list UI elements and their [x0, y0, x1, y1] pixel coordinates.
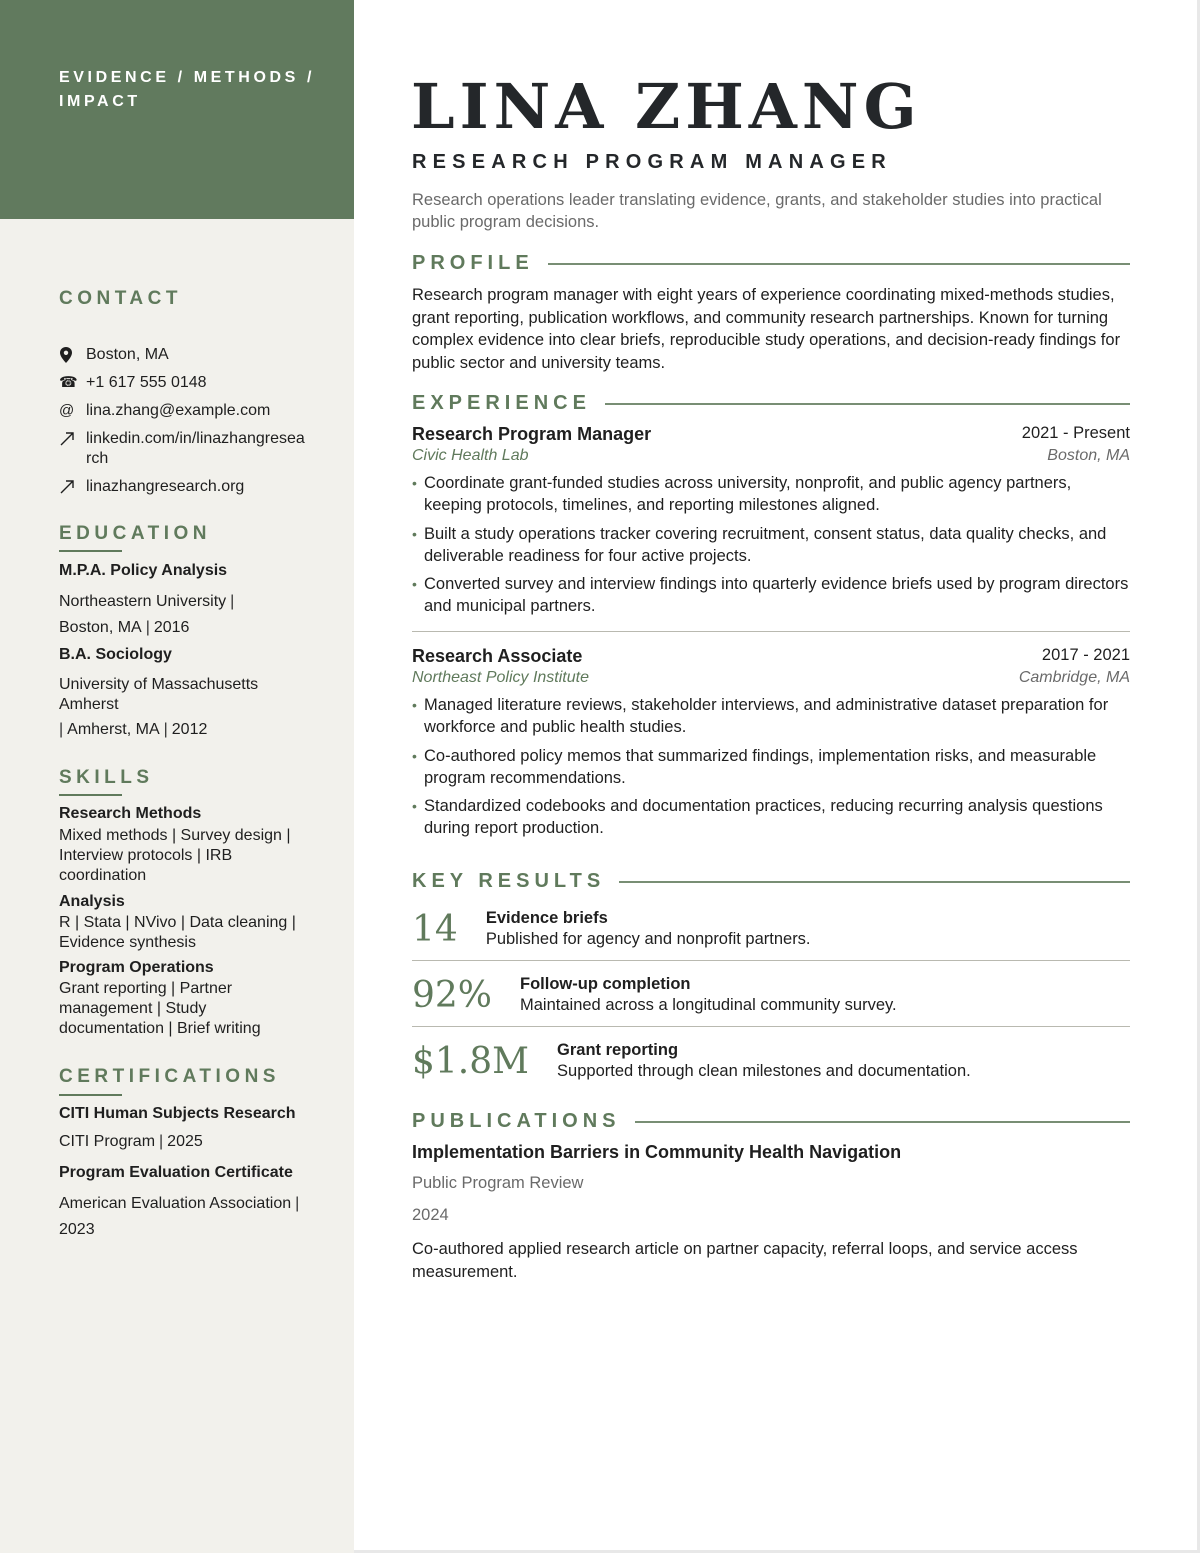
experience-heading-text: EXPERIENCE [412, 392, 591, 414]
bullet-text: Built a study operations tracker covering recruitment, consent status, data quality checks, and deliverable readiness for four active projects. [424, 525, 1107, 565]
bullet-dot: • [412, 748, 417, 764]
skill-items: Grant reporting | Partner management | Study documentation | Brief writing [59, 980, 261, 1037]
certifications-rule [59, 1094, 122, 1096]
bullet-dot: • [412, 798, 417, 814]
profile-text: Research program manager with eight years of experience coordinating mixed-methods studies, grant reporting, publication workflows, and community research partnerships. Known for turning complex evidence into clear briefs, reproducible study operations, and decision-ready findings for public sector and university teams. [412, 286, 1121, 372]
sidebar [0, 0, 354, 1553]
skills-rule [59, 794, 122, 796]
skill-category: Analysis [59, 893, 125, 910]
publication-desc: Co-authored applied research article on partner capacity, referral loops, and service access measurement. [412, 1240, 1078, 1281]
job-title-header: RESEARCH PROGRAM MANAGER [412, 151, 892, 173]
metric-value: 92% [412, 975, 493, 1016]
section-rule [548, 263, 1130, 265]
tagline: EVIDENCE / METHODS / IMPACT [59, 69, 316, 110]
metric-value: 14 [412, 909, 458, 950]
job-location: Boston, MA [1047, 447, 1130, 464]
contact-phone [59, 373, 306, 393]
metric-label: Evidence briefs [485, 909, 608, 927]
job-bullet [412, 745, 1130, 789]
bullet-dot: • [412, 475, 417, 491]
metric-value: $1.8M [412, 1041, 530, 1082]
phone-icon: ☎ [59, 374, 78, 391]
certifications-heading: CERTIFICATIONS [59, 1066, 280, 1087]
job-dates: 2017 - 2021 [1041, 646, 1130, 664]
bullet-text: Coordinate grant-funded studies across university, nonprofit, and public agency partners, keeping protocols, timelines, and reporting milestones aligned. [424, 474, 1072, 514]
job-bullet [412, 523, 1130, 567]
job-title: Research Associate [412, 646, 583, 666]
bullet-text: Converted survey and interview findings into quarterly evidence briefs used by program directors and municipal partners. [424, 575, 1129, 615]
experience-heading [412, 392, 1130, 415]
certification-details: American Evaluation Association | 2023 [59, 1195, 300, 1238]
metric-desc: Published for agency and nonprofit partners. [485, 930, 811, 948]
certification-issuer: CITI Program [59, 1133, 156, 1150]
publications-heading-text: PUBLICATIONS [412, 1110, 621, 1132]
contact-heading: CONTACT [59, 288, 182, 309]
candidate-name: LINA ZHANG [411, 70, 922, 143]
contact-linkedin[interactable] [59, 429, 306, 469]
education-rule [59, 550, 122, 552]
education-degree: B.A. Sociology [59, 646, 172, 663]
contact-email[interactable] [59, 401, 306, 421]
metric-divider [412, 1026, 1130, 1027]
metric-label: Follow-up completion [520, 975, 691, 993]
arrow-link-icon [59, 477, 86, 497]
publication-venue: Public Program Review [412, 1174, 584, 1192]
skill-category: Program Operations [59, 959, 214, 976]
job-bullet [412, 694, 1130, 738]
skill-items: Mixed methods | Survey design | Interview protocols | IRB coordination [59, 827, 291, 884]
job-bullet [412, 795, 1130, 839]
key-results-heading-text: KEY RESULTS [412, 870, 606, 892]
education-school: University of Massachusetts Amherst [59, 676, 259, 713]
key-results-heading [412, 870, 1130, 893]
bullet-dot: • [412, 697, 417, 713]
contact-phone-text: +1 617 555 0148 [86, 374, 207, 391]
education-details: Northeastern University | Boston, MA | 2016 [59, 593, 235, 636]
metric-desc: Maintained across a longitudinal community survey. [520, 996, 897, 1014]
education-location: Amherst, MA [67, 721, 160, 738]
section-rule [619, 881, 1130, 883]
contact-email-text[interactable]: lina.zhang@example.com [86, 402, 271, 419]
job-bullet [412, 472, 1130, 516]
skill-category: Research Methods [59, 805, 202, 822]
education-details [59, 675, 274, 715]
publication-title: Implementation Barriers in Community Health Navigation [412, 1142, 902, 1162]
contact-location-text: Boston, MA [86, 346, 169, 363]
education-school: Northeastern University [59, 593, 227, 610]
bullet-dot: • [412, 576, 417, 592]
certification-issuer: American Evaluation Association [59, 1195, 292, 1212]
skills-heading: SKILLS [59, 767, 154, 788]
publications-heading [412, 1110, 1130, 1133]
arrow-link-icon [59, 429, 86, 449]
at-icon: @ [59, 402, 75, 419]
job-dates: 2021 - Present [1021, 424, 1130, 442]
job-divider [412, 631, 1130, 632]
section-rule [605, 403, 1130, 405]
job-title: Research Program Manager [412, 424, 652, 444]
location-pin-icon [59, 345, 86, 365]
education-degree: M.P.A. Policy Analysis [59, 562, 228, 579]
contact-location [59, 345, 306, 365]
certification-name: Program Evaluation Certificate [59, 1164, 293, 1181]
job-org: Northeast Policy Institute [412, 669, 589, 686]
education-year: 2012 [171, 721, 208, 738]
education-location: Boston, MA [59, 619, 142, 636]
section-rule [635, 1121, 1130, 1123]
metric-label: Grant reporting [557, 1041, 679, 1059]
education-details: | Amherst, MA | 2012 [59, 721, 208, 738]
certification-details: CITI Program | 2025 [59, 1133, 203, 1150]
profile-heading [412, 252, 1130, 275]
skill-items: R | Stata | NVivo | Data cleaning | Evidence synthesis [59, 914, 296, 951]
metric-item [412, 908, 1130, 952]
bullet-text: Standardized codebooks and documentation practices, reducing recurring analysis questions during report production. [424, 797, 1103, 837]
contact-website-text[interactable]: linazhangresearch.org [86, 478, 245, 495]
header-summary: Research operations leader translating evidence, grants, and stakeholder studies into practical public program decisions. [412, 191, 1102, 231]
bullet-text: Managed literature reviews, stakeholder interviews, and administrative dataset preparation for workforce and public health studies. [424, 696, 1109, 736]
contact-website[interactable] [59, 477, 306, 497]
metric-item [412, 1040, 1130, 1084]
certification-name: CITI Human Subjects Research [59, 1105, 296, 1122]
job-location: Cambridge, MA [1018, 669, 1130, 686]
bullet-text: Co-authored policy memos that summarized findings, implementation risks, and measurable program recommendations. [424, 747, 1097, 787]
profile-heading-text: PROFILE [412, 252, 534, 274]
certification-year: 2023 [59, 1221, 95, 1238]
education-year: 2016 [153, 619, 190, 636]
contact-linkedin-text[interactable]: linkedin.com/in/linazhangresearch [86, 430, 305, 467]
metric-item [412, 974, 1130, 1018]
metric-desc: Supported through clean milestones and documentation. [557, 1062, 971, 1080]
publication-year: 2024 [412, 1206, 449, 1224]
metric-divider [412, 960, 1130, 961]
job-bullet [412, 573, 1130, 617]
certification-year: 2025 [167, 1133, 203, 1150]
bullet-dot: • [412, 526, 417, 542]
education-heading: EDUCATION [59, 523, 212, 544]
job-org: Civic Health Lab [412, 447, 529, 464]
